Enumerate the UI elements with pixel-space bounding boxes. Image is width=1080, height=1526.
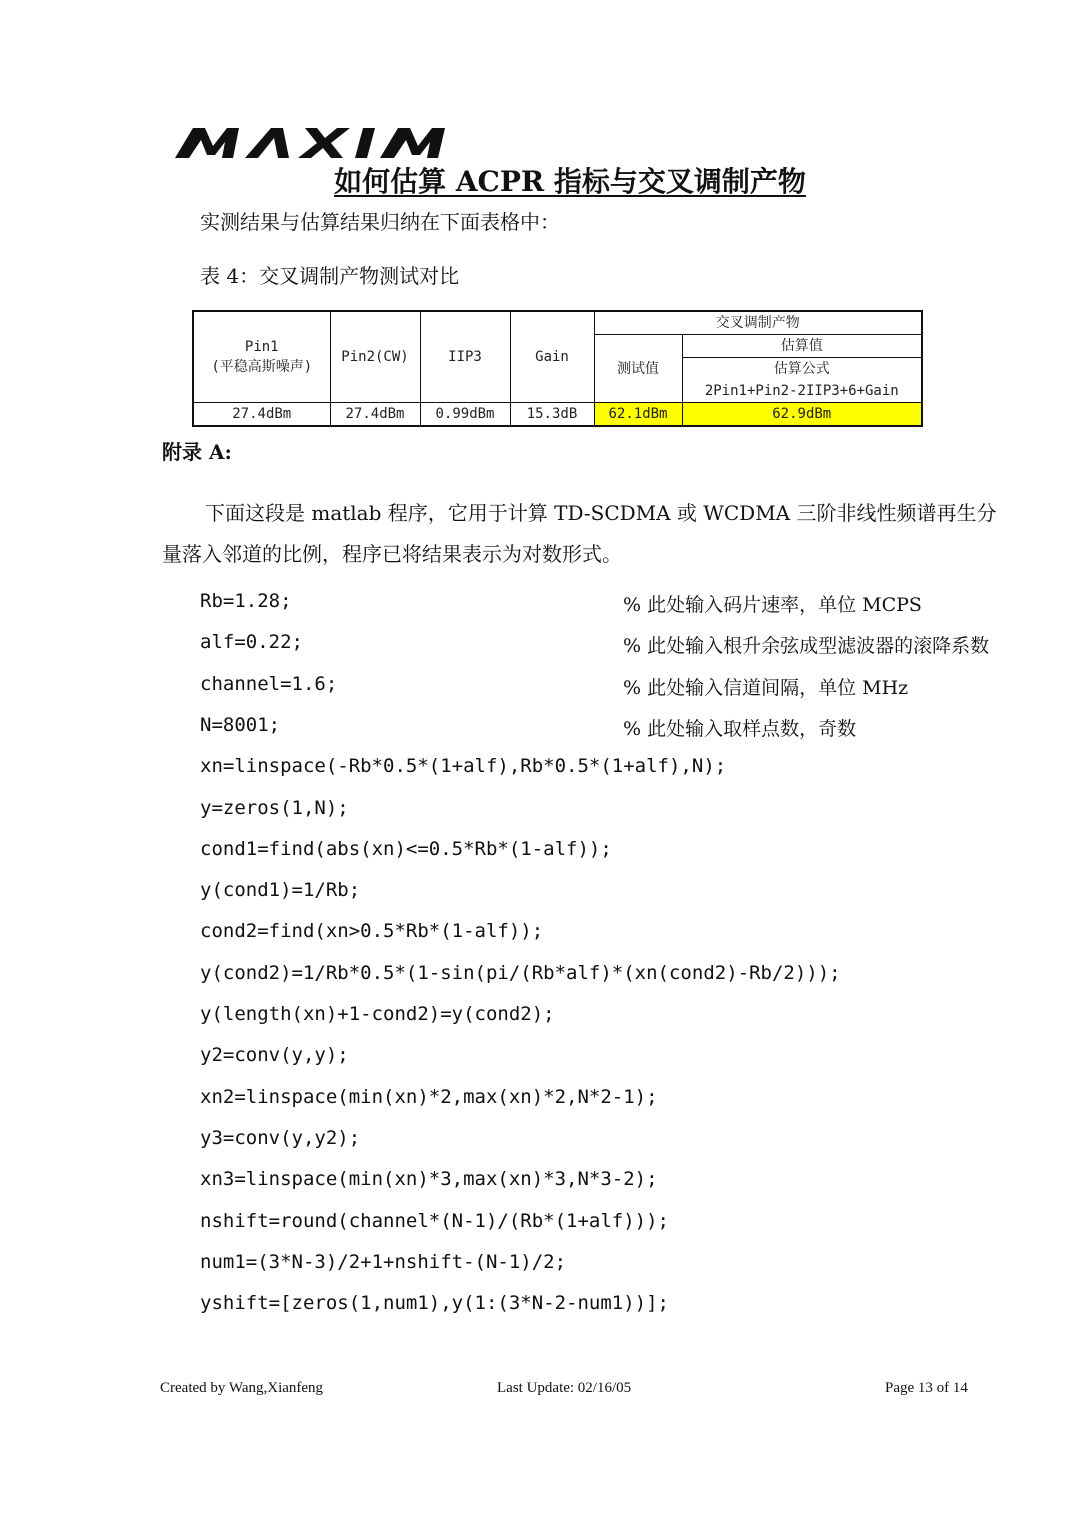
code-line [200, 1127, 360, 1149]
table-row [193, 403, 922, 427]
code-text: N=8001; [200, 713, 281, 736]
cell-estimated: 62.9dBm [682, 403, 922, 427]
code-comment: % 此处输入信道间隔，单位 MHz [623, 676, 909, 699]
code-line [200, 920, 543, 942]
maxim-logo [175, 128, 450, 158]
footer-page: Page 13 of 14 [885, 1380, 968, 1396]
code-comment: % 此处输入根升余弦成型滤波器的滚降系数 [623, 635, 990, 658]
table-caption: 表 4：交叉调制产物测试对比 [200, 264, 460, 288]
code-line [200, 838, 612, 860]
code-text: y(length(xn)+1-cond2)=y(cond2); [200, 1003, 555, 1025]
code-line [200, 631, 990, 658]
code-line [200, 1251, 566, 1273]
code-text: yshift=[zeros(1,num1),y(1:(3*N-2-num1))]; [200, 1292, 669, 1315]
header-pin1: Pin1 (平稳高斯噪声) [193, 311, 330, 403]
code-text: num1=(3*N-3)/2+1+nshift-(N-1)/2; [200, 1250, 567, 1273]
code-text: alf=0.22; [200, 631, 303, 654]
code-line [200, 1210, 669, 1232]
code-text: y(cond2)=1/Rb*0.5*(1-sin(pi/(Rb*alf)*(xn(cond2)-Rb/2))); [200, 961, 841, 984]
header-gain: Gain [510, 311, 594, 403]
header-iip3: IIP3 [420, 311, 510, 403]
appendix-title: 附录 A: [162, 440, 232, 464]
paragraph-line-2: 量落入邻道的比例，程序已将结果表示为对数形式。 [162, 542, 622, 566]
page-title: 如何估算 ACPR 指标与交叉调制产物 [334, 165, 806, 198]
code-text: cond2=find(xn>0.5*Rb*(1-alf)); [200, 920, 544, 943]
code-text: xn=linspace(-Rb*0.5*(1+alf),Rb*0.5*(1+alf),N); [200, 755, 727, 778]
header-group: 交叉调制产物 [594, 311, 922, 335]
code-text: y=zeros(1,N); [200, 796, 349, 819]
footer-author: Created by Wang,Xianfeng [160, 1380, 324, 1396]
code-comment: % 此处输入码片速率，单位 MCPS [623, 594, 922, 616]
code-line [200, 1292, 669, 1314]
code-text: Rb=1.28; [200, 590, 292, 612]
paragraph-line-1: 下面这段是 matlab 程序，它用于计算 TD-SCDMA 或 WCDMA 三阶非线性频谱再生分 [205, 501, 997, 525]
header-pin2: Pin2(CW) [330, 311, 420, 403]
header-formula-label: 估算公式 [682, 358, 922, 381]
header-estimated: 估算值 [682, 335, 922, 358]
code-line [200, 797, 349, 819]
code-line [200, 1168, 658, 1190]
footer-update: Last Update: 02/16/05 [497, 1380, 632, 1396]
code-line [200, 962, 841, 984]
header-measured: 测试值 [594, 335, 682, 403]
code-text: cond1=find(abs(xn)<=0.5*Rb*(1-alf)); [200, 837, 612, 860]
code-line [200, 1044, 349, 1066]
code-text: y(cond1)=1/Rb; [200, 879, 361, 902]
header-formula: 2Pin1+Pin2-2IIP3+6+Gain [682, 380, 922, 403]
cell-iip3: 0.99dBm [420, 403, 510, 427]
code-line [200, 713, 857, 740]
code-text: y2=conv(y,y); [200, 1044, 349, 1067]
code-text: y3=conv(y,y2); [200, 1126, 361, 1149]
code-line [200, 590, 922, 616]
code-line [200, 1086, 658, 1108]
comparison-table [192, 310, 923, 427]
code-line [200, 672, 909, 699]
code-line [200, 879, 360, 901]
code-text: xn2=linspace(min(xn)*2,max(xn)*2,N*2-1); [200, 1085, 658, 1108]
code-comment: % 此处输入取样点数，奇数 [623, 717, 857, 740]
cell-pin1: 27.4dBm [193, 403, 330, 427]
cell-pin2: 27.4dBm [330, 403, 420, 427]
cell-gain: 15.3dB [510, 403, 594, 427]
cell-measured: 62.1dBm [594, 403, 682, 427]
table-header-row [193, 311, 922, 335]
code-text: channel=1.6; [200, 672, 338, 695]
code-text: nshift=round(channel*(N-1)/(Rb*(1+alf))); [200, 1209, 669, 1232]
code-text: xn3=linspace(min(xn)*3,max(xn)*3,N*3-2); [200, 1168, 658, 1191]
intro-text: 实测结果与估算结果归纳在下面表格中： [200, 210, 560, 234]
code-line [200, 755, 726, 777]
code-line [200, 1003, 555, 1025]
